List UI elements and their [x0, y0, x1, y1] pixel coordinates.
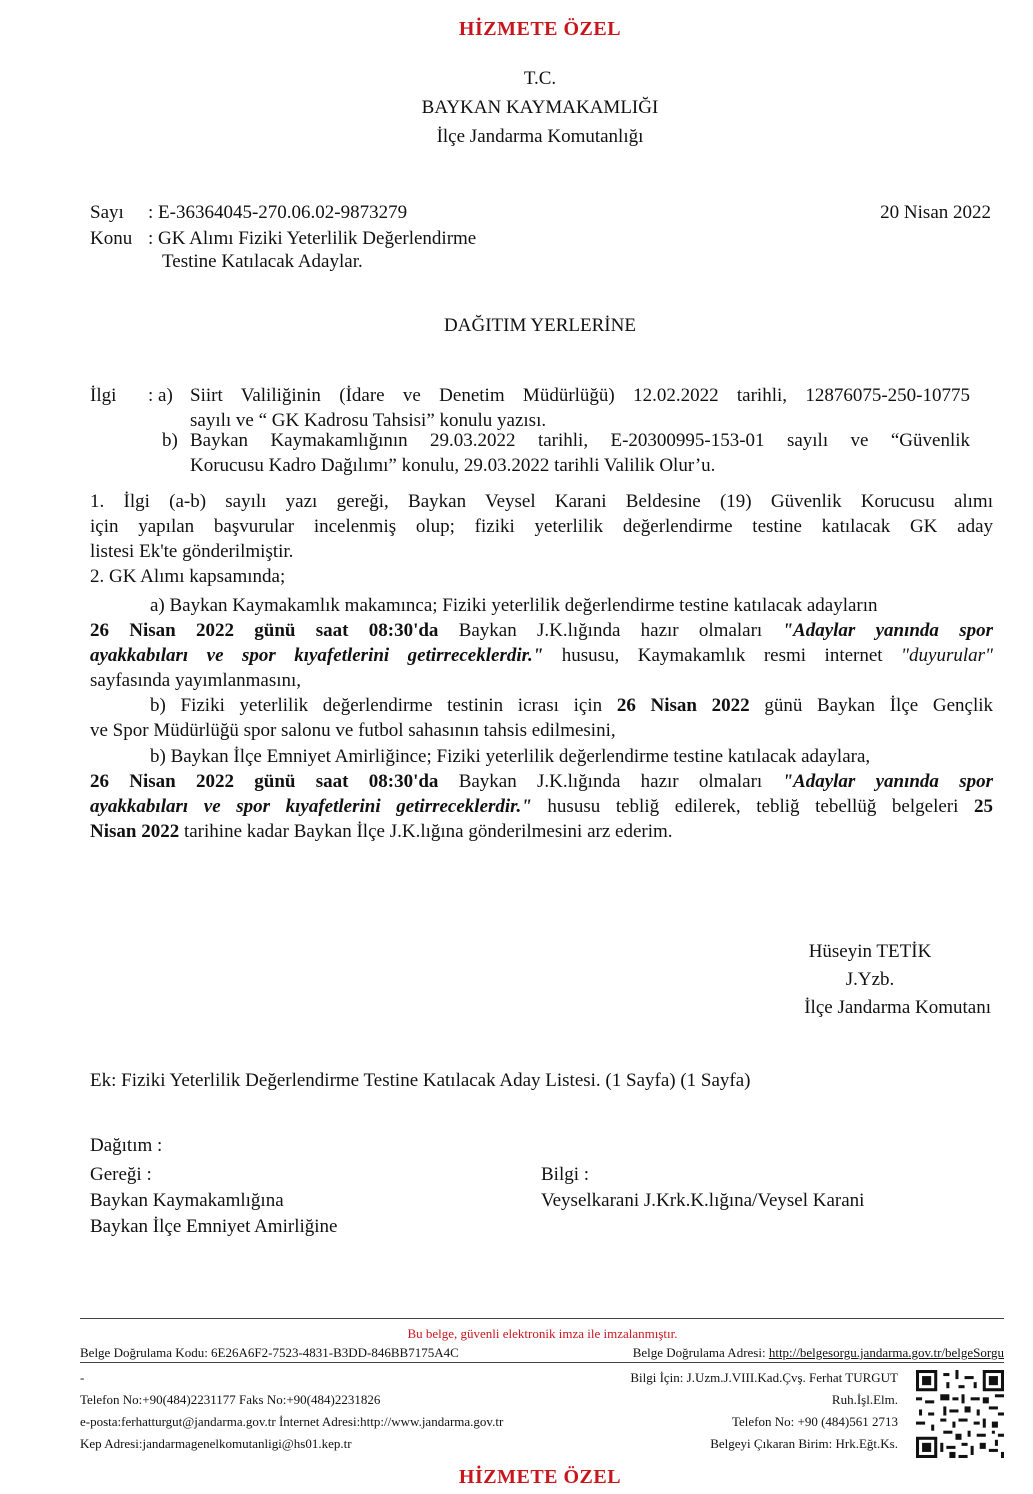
footer-info-role: Ruh.İşl.Elm. — [831, 1392, 898, 1407]
paragraph-2b — [90, 693, 993, 743]
p2b-line-2: ve Spor Müdürlüğü spor salonu ve futbol sahasının tahsis edilmesini, — [90, 720, 616, 741]
ilgi-a-text — [190, 383, 970, 433]
p2c-post: tarihine kadar Baykan İlçe J.K.lığına gönderilmesini arz ederim. — [179, 821, 673, 842]
classification-bottom: HİZMETE ÖZEL — [458, 1466, 622, 1488]
gerei-item-2: Baykan İlçe Emniyet Amirliğine — [90, 1216, 338, 1237]
p2a-mid-2: hususu, Kaymakamlık resmi internet — [543, 645, 902, 666]
konu-line-2: Testine Katılacak Adaylar. — [162, 251, 363, 272]
footer-info-phone: Telefon No: +90 (484)561 2713 — [731, 1414, 898, 1429]
p2c-mid: Baykan J.K.lığında hazır olmaları — [438, 771, 783, 792]
signer-name: Hüseyin TETİK — [808, 941, 932, 962]
footer-issuing-unit: Belgeyi Çıkaran Birim: Hrk.Eğt.Ks. — [710, 1436, 898, 1451]
ilgi-a-line-2: sayılı ve “ GK Kadrosu Tahsisi” konulu yazısı. — [190, 410, 547, 431]
bilgi-item-1: Veyselkarani J.Krk.K.lığına/Veysel Karani — [541, 1190, 865, 1211]
distribution-bilgi — [541, 1162, 864, 1214]
attachment-note: Ek: Fiziki Yeterlilik Değerlendirme Testine Katılacak Aday Listesi. (1 Sayfa) (1 Sayfa) — [90, 1070, 751, 1091]
footer-info-contact: Bilgi İçin: J.Uzm.J.VIII.Kad.Çvş. Ferhat TURGUT — [630, 1370, 898, 1385]
p2a-italic: "Adaylar yanında spor — [782, 620, 993, 641]
p2c-bold-date: 26 Nisan 2022 günü saat 08:30'da — [90, 771, 439, 792]
footer-rule-top — [80, 1318, 1004, 1319]
signer-rank: J.Yzb. — [845, 969, 895, 990]
header-tc: T.C. — [523, 68, 557, 89]
p2b-post: günü Baykan İlçe Gençlik — [749, 695, 994, 716]
ilgi-b-text — [190, 428, 970, 478]
qr-code-icon — [916, 1370, 1004, 1458]
p1-line-3: listesi Ek'te gönderilmiştir. — [90, 541, 294, 562]
p2b-bold-date: 26 Nisan 2022 — [616, 695, 750, 716]
p2a-line-4: sayfasında yayımlanmasını, — [90, 670, 302, 691]
distribution-gerei — [90, 1162, 337, 1240]
footer-rule-bottom — [80, 1362, 1004, 1363]
ilgi-label: İlgi — [90, 385, 117, 406]
p2c-line-2 — [90, 769, 993, 794]
sayi-value: : E-36364045-270.06.02-9873279 — [148, 202, 408, 223]
ilgi-a-line-1: Siirt Valiliğinin (İdare ve Denetim Müdürlüğü) 12.02.2022 tarihli, 12876075-250-10775 — [190, 385, 970, 406]
p2c-italic: "Adaylar yanında spor — [782, 771, 993, 792]
p2-line-1: 2. GK Alımı kapsamında; — [90, 566, 286, 587]
paragraph-1 — [90, 489, 993, 589]
footer-kep: Kep Adresi:jandarmagenelkomutanligi@hs01.kep.tr — [80, 1436, 352, 1451]
document-date: 20 Nisan 2022 — [880, 202, 991, 223]
signature-block — [760, 938, 980, 994]
verify-code: Belge Doğrulama Kodu: 6E26A6F2-7523-4831-B3DD-846BB7175A4C — [80, 1345, 459, 1360]
ilgi-b-marker: b) — [162, 430, 178, 451]
distribution-heading: Dağıtım : — [90, 1135, 163, 1156]
p2c-bold-nisan: Nisan 2022 — [90, 821, 180, 842]
p2a-bold-date: 26 Nisan 2022 günü saat 08:30'da — [90, 620, 439, 641]
footer-email-web: e-posta:ferhatturgut@jandarma.gov.tr İnternet Adresi:http://www.jandarma.gov.tr — [80, 1414, 504, 1429]
footer-phone-fax: Telefon No:+90(484)2231177 Faks No:+90(484)2231826 — [80, 1392, 381, 1407]
ilgi-b-line-1: Baykan Kaymakamlığının 29.03.2022 tarihli, E-20300995-153-01 sayılı ve “Güvenlik — [190, 430, 970, 451]
footer-dash: - — [80, 1370, 85, 1385]
verify-address-link[interactable]: http://belgesorgu.jandarma.gov.tr/belgeSorgu — [768, 1345, 1004, 1360]
ilgi-a-marker: : a) — [148, 385, 173, 406]
p2a-line-3 — [90, 643, 993, 668]
header-unit: İlçe Jandarma Komutanlığı — [436, 126, 644, 147]
p1-line-2: için yapılan başvurular incelenmiş olup; fiziki yeterlilik değerlendirme testine katılacak GK aday — [90, 516, 993, 537]
gerei-label: Gereği : — [90, 1164, 152, 1185]
konu-label: Konu — [90, 228, 133, 249]
p2c-line-3 — [90, 794, 993, 819]
classification-top: HİZMETE ÖZEL — [458, 18, 622, 40]
p2b-line-1 — [90, 693, 993, 718]
p2c-line-4 — [90, 819, 993, 844]
p2c-mid-2: hususu tebliğ edilerek, tebliğ tebellüğ belgeleri — [531, 796, 974, 817]
p2a-mid: Baykan J.K.lığında hazır olmaları — [438, 620, 783, 641]
p2b-pre: b) Fiziki yeterlilik değerlendirme testinin icrası için — [150, 695, 617, 716]
p2a-line-2 — [90, 618, 993, 643]
verify-address — [633, 1343, 1004, 1363]
bilgi-label: Bilgi : — [541, 1164, 590, 1185]
sayi-label: Sayı — [90, 202, 124, 223]
p2c-line-1: b) Baykan İlçe Emniyet Amirliğince; Fiziki yeterlilik değerlendirme testine katılacak adaylara, — [150, 746, 871, 767]
paragraph-2c — [90, 744, 993, 844]
paragraph-2a — [90, 593, 993, 693]
p2a-line-1: a) Baykan Kaymakamlık makamınca; Fiziki yeterlilik değerlendirme testine katılacak adayların — [150, 595, 878, 616]
recipient-heading: DAĞITIM YERLERİNE — [444, 315, 636, 336]
p2c-bold-25: 25 — [974, 796, 993, 817]
esign-notice: Bu belge, güvenli elektronik imza ile imzalanmıştır. — [407, 1326, 678, 1341]
p2a-duyurular: "duyurular" — [901, 645, 994, 666]
verify-address-label: Belge Doğrulama Adresi: — [632, 1345, 769, 1360]
p2c-italic-2: ayakkabıları ve spor kıyafetlerini getirreceklerdir." — [90, 796, 532, 817]
konu-line-1: : GK Alımı Fiziki Yeterlilik Değerlendirme — [148, 228, 477, 249]
ilgi-b-line-2: Korucusu Kadro Dağılımı” konulu, 29.03.2022 tarihli Valilik Olur’u. — [190, 455, 716, 476]
p2a-italic-2: ayakkabıları ve spor kıyafetlerini getirreceklerdir." — [90, 645, 544, 666]
p1-line-1: 1. İlgi (a-b) sayılı yazı gereği, Baykan Veysel Karani Beldesine (19) Güvenlik Korucusu alımı — [90, 491, 993, 512]
header-institution: BAYKAN KAYMAKAMLIĞI — [421, 97, 659, 118]
gerei-item-1: Baykan Kaymakamlığına — [90, 1190, 284, 1211]
signer-title: İlçe Jandarma Komutanı — [804, 997, 991, 1018]
